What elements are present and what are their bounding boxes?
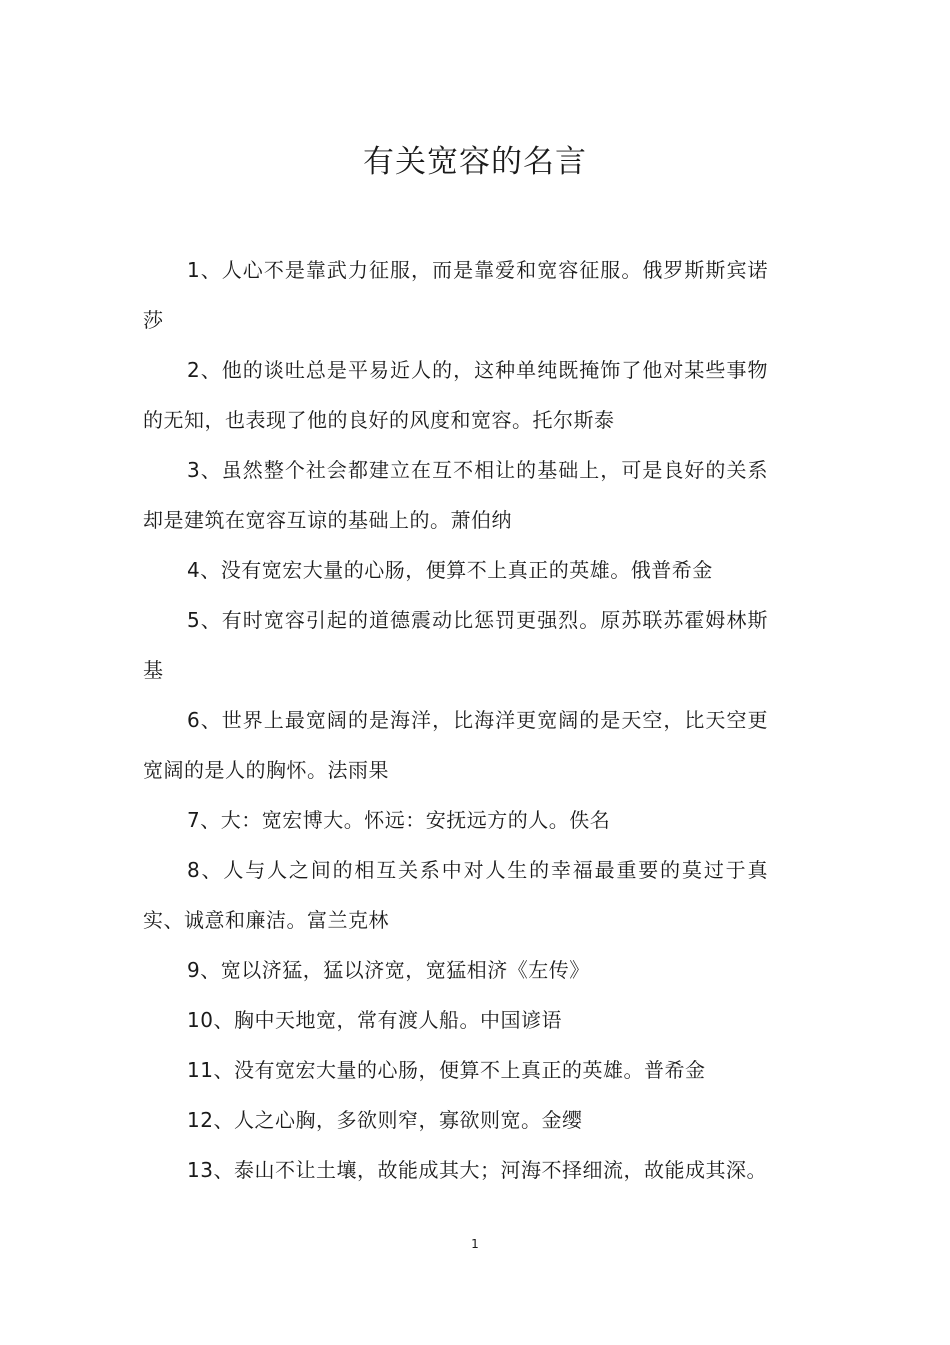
- quote-item: 5、有时宽容引起的道德震动比惩罚更强烈。原苏联苏霍姆林斯基: [143, 608, 768, 682]
- quote-item: 3、虽然整个社会都建立在互不相让的基础上，可是良好的关系却是建筑在宽容互谅的基础上的。萧伯纳: [143, 458, 768, 532]
- quote-item: 13、泰山不让土壤，故能成其大；河海不择细流，故能成其深。: [187, 1158, 767, 1182]
- quote-item: 1、人心不是靠武力征服，而是靠爱和宽容征服。俄罗斯斯宾诺莎: [143, 258, 768, 332]
- quote-list: [143, 245, 768, 1195]
- quote-item: 2、他的谈吐总是平易近人的，这种单纯既掩饰了他对某些事物的无知，也表现了他的良好的风度和宽容。托尔斯泰: [143, 358, 768, 432]
- quote-item: 4、没有宽宏大量的心肠，便算不上真正的英雄。俄普希金: [187, 558, 713, 582]
- quote-item: 6、世界上最宽阔的是海洋，比海洋更宽阔的是天空，比天空更宽阔的是人的胸怀。法雨果: [143, 708, 768, 782]
- quote-item: 11、没有宽宏大量的心肠，便算不上真正的英雄。普希金: [187, 1058, 706, 1082]
- quote-item: 9、宽以济猛，猛以济宽，宽猛相济《左传》: [187, 958, 590, 982]
- quote-item: 12、人之心胸，多欲则窄，寡欲则宽。金缨: [187, 1108, 583, 1132]
- document-title: 有关宽容的名言: [363, 144, 587, 180]
- quote-item: 8、人与人之间的相互关系中对人生的幸福最重要的莫过于真实、诚意和廉洁。富兰克林: [143, 858, 768, 932]
- quote-item: 7、大：宽宏博大。怀远：安抚远方的人。佚名: [187, 808, 611, 832]
- quote-item: 10、胸中天地宽，常有渡人船。中国谚语: [187, 1008, 562, 1032]
- page-number: 1: [471, 1237, 479, 1251]
